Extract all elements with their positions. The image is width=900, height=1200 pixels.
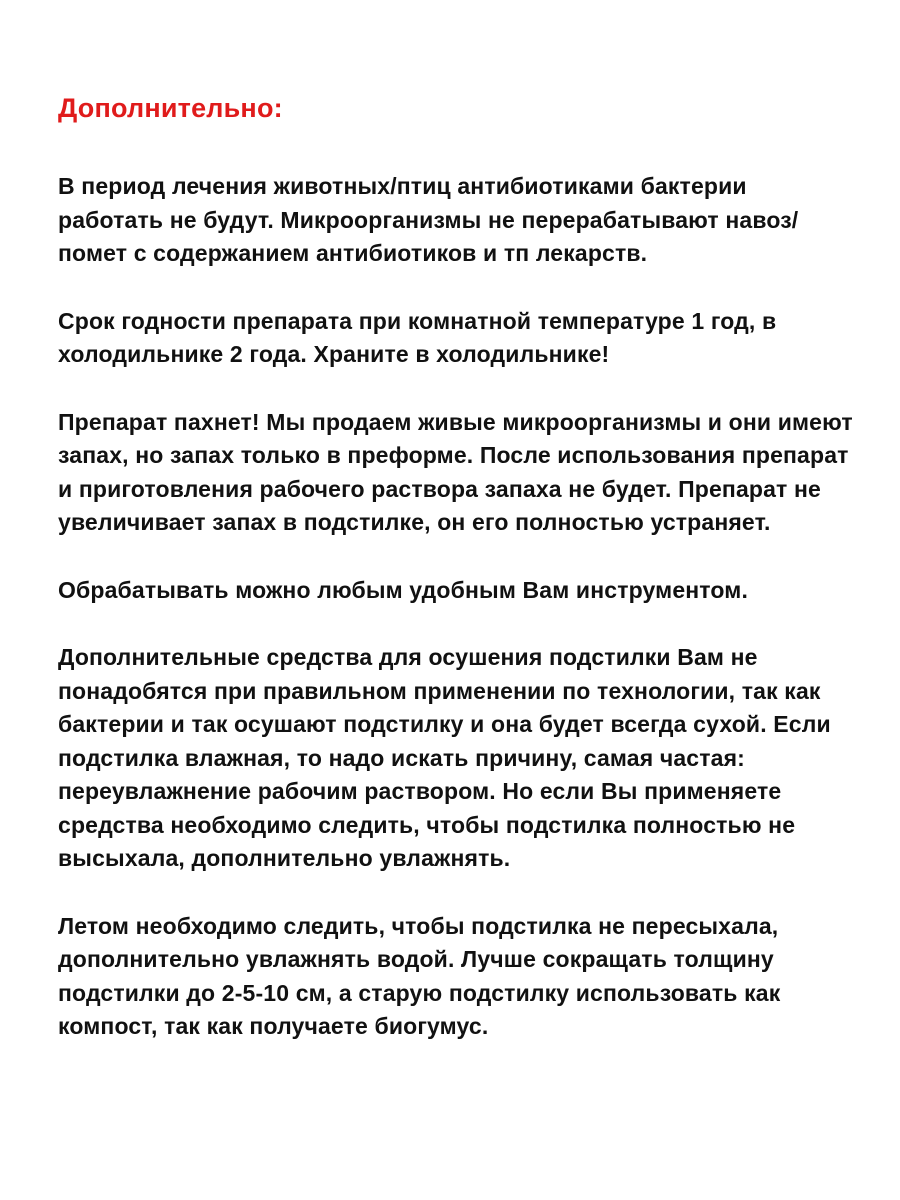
paragraph-shelf-life: Срок годности препарата при комнатной температуре 1 год, в холодильнике 2 года. Храните в холодильнике! (58, 307, 777, 367)
paragraph-antibiotics: В период лечения животных/птиц антибиотиками бактерии работать не будут. Микроорганизмы не перерабатывают навоз/помет с содержанием антибиотиков и тп лекарств. (58, 173, 799, 266)
paragraph-drying-agents: Дополнительные средства для осушения подстилки Вам не понадобятся при правильном применении по технологии, так как бактерии и так осушают подстилку и она будет всегда сухой. Если подстилка влажная, то надо искать причину, самая частая: переувлажнение рабочим раствором. Но если Вы применяете средства необходимо следить, чтобы подстилка полностью не высыхала, дополнительно увлажнять. (58, 644, 831, 871)
paragraph-summer-care: Летом необходимо следить, чтобы подстилка не пересыхала, дополнительно увлажнять водой. Лучше сокращать толщину подстилки до 2-5-10 см, а старую подстилку использовать как компост, так как получаете биогумус. (58, 912, 781, 1039)
section-heading: Дополнительно: (58, 93, 283, 123)
document-body (58, 88, 858, 1044)
paragraph-tools: Обрабатывать можно любым удобным Вам инструментом. (58, 576, 749, 603)
paragraph-smell: Препарат пахнет! Мы продаем живые микроорганизмы и они имеют запах, но запах только в преформе. После использования препарат и приготовления рабочего раствора запаха не будет. Препарат не увеличивает запах в подстилке, он его полностью устраняет. (58, 408, 853, 535)
